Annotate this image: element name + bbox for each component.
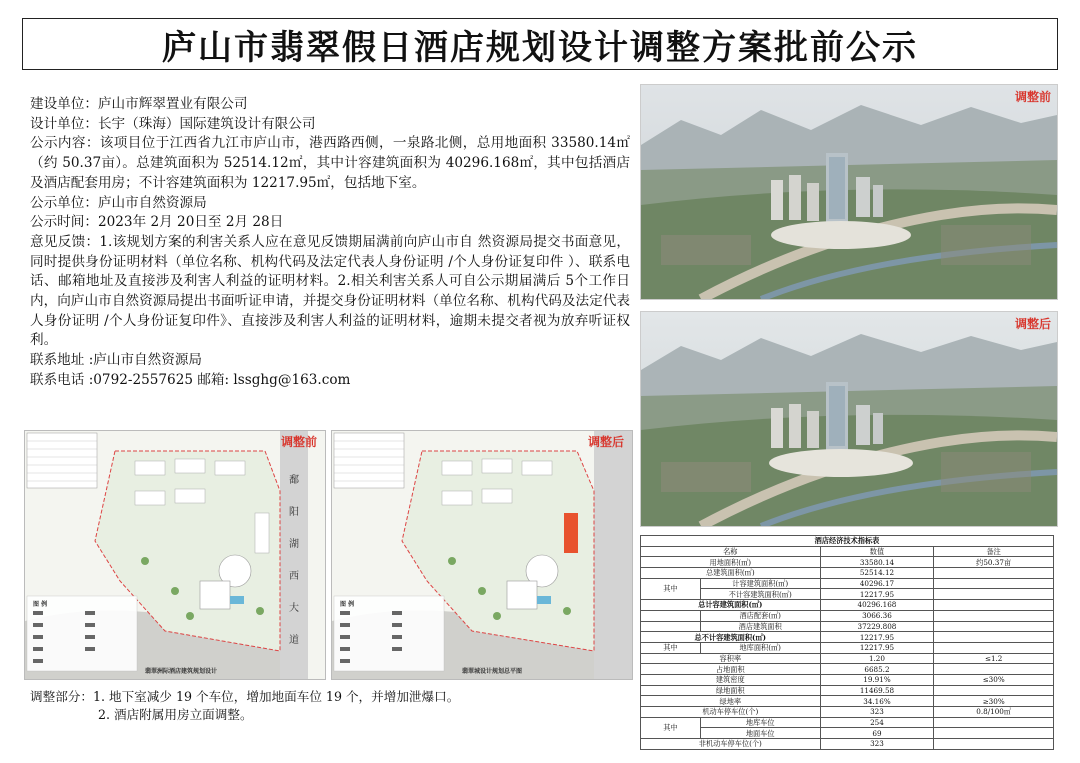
- row-value: 11469.58: [820, 685, 934, 696]
- row-value: 323: [820, 739, 934, 750]
- row-name: 绿地面积: [641, 685, 821, 696]
- site-plan-before: [24, 430, 326, 680]
- row-value: 254: [820, 717, 934, 728]
- row-value: 69: [820, 728, 934, 739]
- before-tag: 调整前: [1014, 90, 1051, 104]
- road-char-6: 道: [289, 635, 299, 646]
- row-name: 容积率: [641, 653, 821, 664]
- row-name: 地库面积(㎡): [700, 642, 820, 653]
- row-value: 34.16%: [820, 696, 934, 707]
- row-name: 非机动车停车位(个): [641, 739, 821, 750]
- row-value: 40296.168: [820, 600, 934, 611]
- row-name: 总建筑面积(㎡): [641, 568, 821, 579]
- table-row: [641, 674, 1054, 685]
- plan-before-tag: 调整前: [280, 435, 317, 449]
- table-row: [641, 578, 1054, 589]
- row-note: 0.8/100㎡: [934, 707, 1054, 718]
- table-row: [641, 717, 1054, 728]
- builder-line: 建设单位：庐山市辉翠置业有限公司: [30, 96, 248, 112]
- plan-after-tag: 调整后: [587, 435, 624, 449]
- site-plan-before-drawing: [25, 431, 325, 679]
- road-char-3: 湖: [289, 539, 299, 550]
- table-caption-row: [641, 536, 1054, 547]
- table-row: [641, 600, 1054, 611]
- row-note: [934, 578, 1054, 589]
- table-row: [641, 642, 1054, 653]
- table-row: [641, 568, 1054, 579]
- row-note: [934, 610, 1054, 621]
- site-plan-after-drawing: [332, 431, 632, 679]
- table-header-row: [641, 546, 1054, 557]
- row-note: [934, 568, 1054, 579]
- adjust-label: 调整部分：: [30, 689, 93, 704]
- table-row: [641, 728, 1054, 739]
- row-name: 酒店配套(㎡): [700, 610, 820, 621]
- row-value: 19.91%: [820, 674, 934, 685]
- aerial-render-before: [640, 84, 1058, 300]
- content-paragraph: 公示内容：该项目位于江西省九江市庐山市，港西路西侧，一泉路北侧，总用地面积 33580.14㎡（约 50.37亩）。总建筑面积为 52514.12㎡，其中计容建筑面积为 40296.168㎡，其中包括酒店及酒店配套用房；不计容建筑面积为 12217.95㎡，包括地下室。: [30, 135, 630, 191]
- row-note: [934, 664, 1054, 675]
- row-note: ≤1.2: [934, 653, 1054, 664]
- table-row: [641, 632, 1054, 643]
- row-note: ≥30%: [934, 696, 1054, 707]
- adjust-item-1: 1. 地下室减少 19 个车位，增加地面车位 19 个，并增加泄爆口。: [92, 689, 460, 704]
- road-char-5: 大: [289, 603, 299, 614]
- group-label: 其中: [641, 717, 701, 738]
- row-note: [934, 685, 1054, 696]
- row-note: [934, 600, 1054, 611]
- adjustment-notes: [30, 688, 630, 724]
- row-name: 用地面积(㎡): [641, 557, 821, 568]
- row-name: 地库车位: [700, 717, 820, 728]
- row-name: 占地面积: [641, 664, 821, 675]
- notice-text: [30, 95, 630, 391]
- title-frame: [22, 18, 1058, 70]
- publisher-line: 公示单位：庐山市自然资源局: [30, 194, 207, 211]
- table-row: [641, 621, 1054, 632]
- adjust-item-2: 2. 酒店附属用房立面调整。: [98, 707, 253, 722]
- aerial-before-illustration: [641, 85, 1057, 299]
- table-row: [641, 664, 1054, 675]
- row-note: [934, 589, 1054, 600]
- table-row: [641, 653, 1054, 664]
- row-name: 地面车位: [700, 728, 820, 739]
- table-row: [641, 707, 1054, 718]
- after-tag: 调整后: [1014, 317, 1051, 331]
- row-value: 323: [820, 707, 934, 718]
- row-note: 约50.37亩: [934, 557, 1054, 568]
- feedback-paragraph: 意见反馈：1.该规划方案的利害关系人应在意见反馈期届满前向庐山市自 然资源局提交书面意见，同时提供身份证明材料（单位名称、机构代码及法定代表人身份证明 /个人身份证复印件 ）、联系电话、邮箱地址及直接涉及利害人利益的证明材料。2.相关利害关系人可自公示期届满后 5个工作日内，向庐山市自然资源局提出书面听证申请，并提交身份证明材料（单位名称、机构代码及法定代表人身份证明 /个人身份证复印件》、直接涉及利害人利益的证明材料，逾期未提交者视为放弃听证权利。: [30, 233, 630, 349]
- plan-after-legend-title: 图 例: [340, 601, 355, 608]
- designer-line: 设计单位：长宇（珠海）国际建筑设计有限公司: [30, 115, 316, 132]
- row-value: 12217.95: [820, 632, 934, 643]
- aerial-after-illustration: [641, 312, 1057, 526]
- row-name: 酒店建筑面积: [700, 621, 820, 632]
- row-name: 总不计容建筑面积(㎡): [641, 632, 821, 643]
- table-row: [641, 739, 1054, 750]
- contact-line: 联系电话 :0792-2557625 邮箱: lssghg@163.com: [30, 371, 351, 388]
- aerial-render-after: [640, 311, 1058, 527]
- period-line: 公示时间：2023年 2月 20日至 2月 28日: [30, 214, 284, 231]
- row-value: 3066.36: [820, 610, 934, 621]
- row-value: 52514.12: [820, 568, 934, 579]
- header-note: 备注: [934, 546, 1054, 557]
- row-value: 40296.17: [820, 578, 934, 589]
- row-note: [934, 642, 1054, 653]
- row-note: [934, 728, 1054, 739]
- page-title: 庐山市翡翠假日酒店规划设计调整方案批前公示: [162, 27, 918, 68]
- row-value: 12217.95: [820, 589, 934, 600]
- plan-before-legend-title: 图 例: [33, 601, 48, 608]
- row-name: 不计容建筑面积(㎡): [700, 589, 820, 600]
- row-value: 1.20: [820, 653, 934, 664]
- row-note: [934, 739, 1054, 750]
- site-plan-after: [331, 430, 633, 680]
- table-caption: 酒店经济技术指标表: [641, 536, 1054, 547]
- plan-before-caption: 翡翠洲际酒店建筑规划设计: [145, 668, 218, 675]
- table-row: [641, 557, 1054, 568]
- group-label: 其中: [641, 642, 701, 653]
- plan-after-caption: 翡翠城设计规划总平图: [462, 668, 523, 675]
- row-name: 计容建筑面积(㎡): [700, 578, 820, 589]
- road-char-2: 阳: [289, 507, 299, 518]
- header-name: 名称: [641, 546, 821, 557]
- row-note: ≤30%: [934, 674, 1054, 685]
- row-note: [934, 717, 1054, 728]
- group-label: 其中: [641, 578, 701, 599]
- row-name: 绿地率: [641, 696, 821, 707]
- road-char-4: 西: [289, 571, 299, 582]
- table-row: [641, 696, 1054, 707]
- row-value: 12217.95: [820, 642, 934, 653]
- row-note: [934, 621, 1054, 632]
- row-name: 总计容建筑面积(㎡): [641, 600, 821, 611]
- row-note: [934, 632, 1054, 643]
- row-name: 机动车停车位(个): [641, 707, 821, 718]
- row-value: 33580.14: [820, 557, 934, 568]
- address-line: 联系地址 :庐山市自然资源局: [30, 352, 203, 369]
- header-value: 数值: [820, 546, 934, 557]
- road-char-1: 鄱: [289, 475, 299, 486]
- table-row: [641, 685, 1054, 696]
- row-value: 37229.808: [820, 621, 934, 632]
- row-name: 建筑密度: [641, 674, 821, 685]
- indicator-table: [640, 535, 1054, 750]
- table-row: [641, 589, 1054, 600]
- table-row: [641, 610, 1054, 621]
- row-value: 6685.2: [820, 664, 934, 675]
